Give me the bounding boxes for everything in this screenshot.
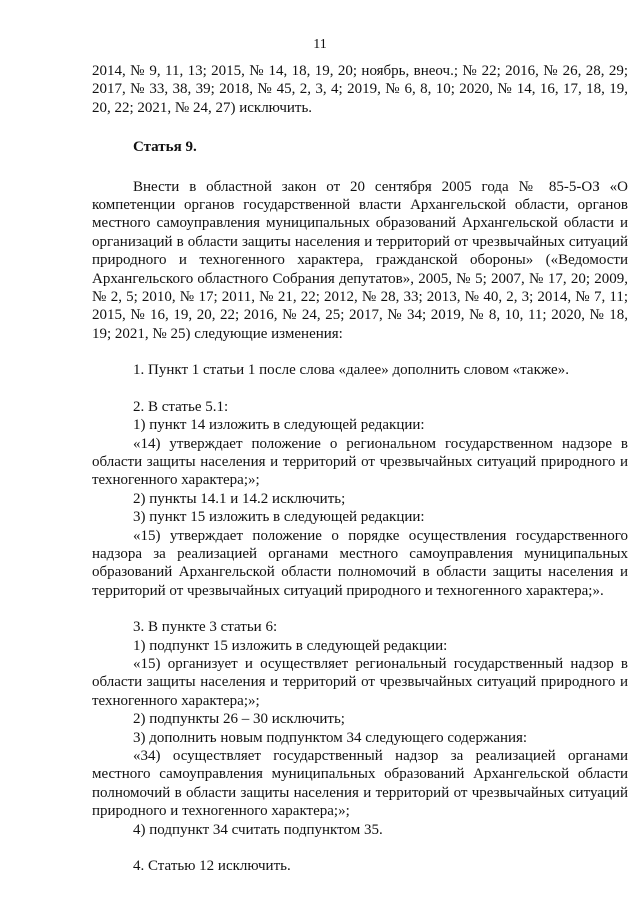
paragraph-subitem: 3) пункт 15 изложить в следующей редакции: xyxy=(133,509,425,526)
paragraph-subitem: 2) подпункты 26 – 30 исключить; xyxy=(133,711,345,728)
paragraph-subitem: 1) пункт 14 изложить в следующей редакции: xyxy=(133,417,425,434)
paragraph-amendment-intro: Внести в областной закон от 20 сентября 2005 года № 85-5-ОЗ «О компетенции органов государственной власти Архангельской области, органов местного самоуправления муниципальных образований Архангельской области и организаций в области защиты населения и территорий от чрезвычайных ситуаций природного и техногенного характера, гражданской обороны» («Ведомости Архангельского областного Собрания депутатов», 2005, № 5; 2007, № 17, 20; 2009, № 2, 5; 2010, № 17; 2011, № 21, 22; 2012, № 28, 33; 2013, № 40, 2, 3; 2014, № 7, 11; 2015, № 16, 19, 20, 22; 2016, № 24, 25; 2017, № 34; 2019, № 8, 10, 11; 2020, № 18, 19; 2021, № 25) следующие изменения: xyxy=(92,178,628,342)
paragraph-quote: «15) организует и осуществляет региональный государственный надзор в области защиты населения и территорий от чрезвычайных ситуаций природного и техногенного характера;»; xyxy=(92,655,628,709)
article-heading: Статья 9. xyxy=(133,139,197,156)
paragraph-item-3: 3. В пункте 3 статьи 6: xyxy=(133,619,278,636)
paragraph-item-2: 2. В статье 5.1: xyxy=(133,398,229,415)
paragraph-quote: «34) осуществляет государственный надзор за реализацией органами местного самоуправления муниципальных образований Архангельской области полномочий в области защиты населения и территорий от чрезвычайных ситуаций природного и техногенного характера;»; xyxy=(92,748,628,820)
paragraph-item-4: 4. Статью 12 исключить. xyxy=(133,858,291,875)
document-body xyxy=(92,62,628,875)
paragraph-quote: «14) утверждает положение о региональном государственном надзоре в области защиты населения и территорий от чрезвычайных ситуаций природного и техногенного характера;»; xyxy=(92,435,628,489)
paragraph-subitem: 2) пункты 14.1 и 14.2 исключить; xyxy=(133,490,346,507)
paragraph-subitem: 3) дополнить новым подпунктом 34 следующего содержания: xyxy=(133,729,528,746)
paragraph-continuation: 2014, № 9, 11, 13; 2015, № 14, 18, 19, 20; ноябрь, внеоч.; № 22; 2016, № 26, 28, 29; 2017, № 33, 38, 39; 2018, № 45, 2, 3, 4; 2019, № 6, 8, 10; 2020, № 14, 16, 17, 18, 19, 20, 22; 2021, № 24, 27) исключить. xyxy=(92,63,628,116)
paragraph-item-1: 1. Пункт 1 статьи 1 после слова «далее» дополнить словом «также». xyxy=(133,362,569,379)
page-number: 11 xyxy=(313,37,327,52)
paragraph-quote: «15) утверждает положение о порядке осуществления государственного надзора за реализацией органами местного самоуправления муниципальных образований Архангельской области полномочий в области защиты населения и территорий от чрезвычайных ситуаций природного и техногенного характера;». xyxy=(92,527,628,599)
paragraph-subitem: 1) подпункт 15 изложить в следующей редакции: xyxy=(133,637,448,654)
paragraph-subitem: 4) подпункт 34 считать подпунктом 35. xyxy=(133,821,383,838)
